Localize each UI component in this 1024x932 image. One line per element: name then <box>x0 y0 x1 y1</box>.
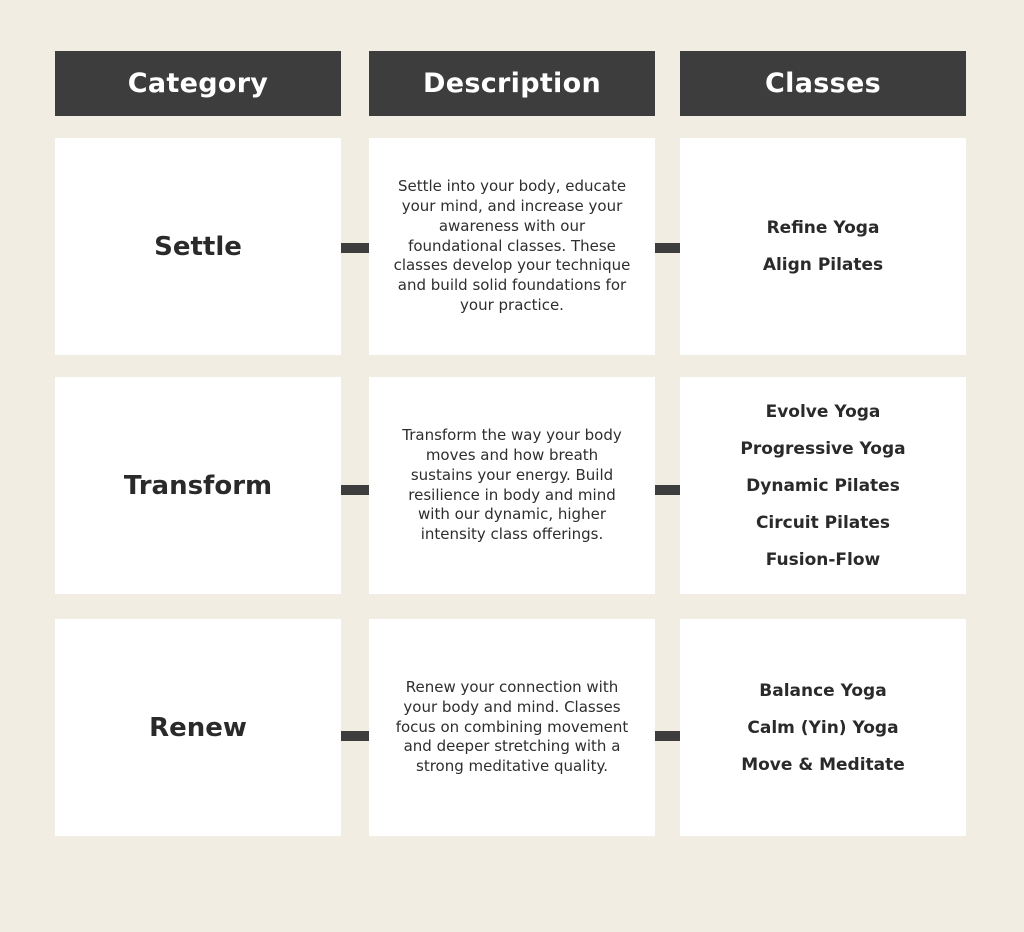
row-connector <box>341 731 369 741</box>
class-item: Refine Yoga <box>766 218 880 238</box>
classes-card-transform <box>680 377 966 594</box>
row-connector <box>341 243 369 253</box>
class-item: Dynamic Pilates <box>746 475 900 496</box>
class-item: Circuit Pilates <box>755 512 891 533</box>
category-description: Transform the way your body moves and how breath sustains your energy. Build resilience in body and mind with our dynamic, higher intensity class offerings. <box>402 426 622 544</box>
classes-header: Classes <box>680 51 966 116</box>
class-list <box>763 210 883 284</box>
category-title: Settle <box>154 231 242 262</box>
classes-card-settle <box>680 138 966 355</box>
class-list <box>740 393 905 578</box>
category-title: Transform <box>123 470 273 501</box>
description-card-settle <box>369 138 655 355</box>
category-card-transform <box>55 377 341 594</box>
category-card-settle <box>55 138 341 355</box>
class-list <box>741 672 905 783</box>
classes-card-renew <box>680 619 966 836</box>
description-card-renew <box>369 619 655 836</box>
class-item: Balance Yoga <box>759 680 887 701</box>
category-title: Renew <box>149 712 247 743</box>
class-item: Evolve Yoga <box>765 401 881 422</box>
class-item: Move & Meditate <box>741 754 905 775</box>
category-card-renew <box>55 619 341 836</box>
description-card-transform <box>369 377 655 594</box>
row-connector <box>655 485 680 495</box>
category-description: Settle into your body, educate your mind, and increase your awareness with our foundational classes. These classes develop your technique and build solid foundations for your practice. <box>393 177 631 314</box>
category-description: Renew your connection with your body and mind. Classes focus on combining movement and deeper stretching with a strong meditative quality. <box>395 678 629 776</box>
class-item: Align Pilates <box>762 255 884 275</box>
class-item: Progressive Yoga <box>740 438 906 459</box>
row-connector <box>655 243 680 253</box>
row-connector <box>655 731 680 741</box>
row-connector <box>341 485 369 495</box>
category-header: Category <box>55 51 341 116</box>
description-header: Description <box>369 51 655 116</box>
class-item: Calm (Yin) Yoga <box>747 717 899 738</box>
class-item: Fusion-Flow <box>765 549 881 570</box>
